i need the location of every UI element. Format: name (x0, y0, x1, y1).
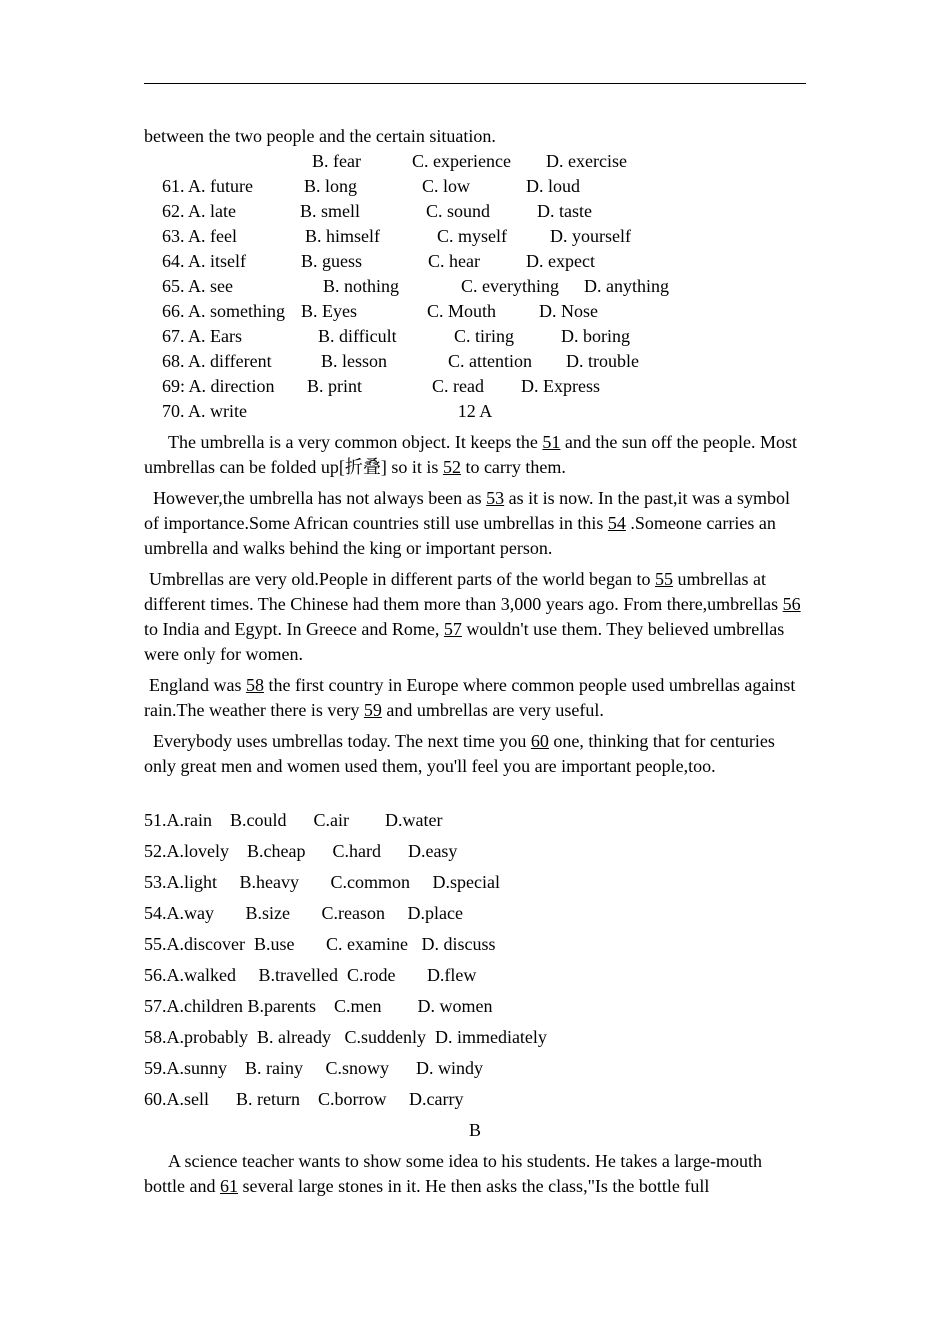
passage-paragraph: A science teacher wants to show some idea to his students. He takes a large-mouth bottle and 61 several large stones in it. He then asks the class,"Is the bottle full (144, 1151, 763, 1196)
option-c: C. hear (428, 251, 480, 271)
option-a: 68. A. different (162, 351, 272, 371)
blank-55: 55 (655, 569, 674, 589)
option-b: B. print (307, 376, 363, 396)
blank-59: 59 (363, 700, 382, 720)
section-title-12a: 12 A (457, 401, 493, 421)
option-b: B. lesson (321, 351, 388, 371)
option-c: C. low (422, 176, 471, 196)
option-a: 61. A. future (162, 176, 253, 196)
question-row: 58.A.probably B. already C.suddenly D. immediately (144, 1027, 547, 1047)
option-a: 69: A. direction (162, 376, 275, 396)
option-d: D. loud (526, 176, 580, 196)
option-a: 67. A. Ears (162, 326, 242, 346)
blank-56: 56 (782, 594, 801, 614)
blank-57: 57 (443, 619, 462, 639)
blank-58: 58 (245, 675, 264, 695)
blank-54: 54 (607, 513, 626, 533)
option-d: D. trouble (566, 351, 639, 371)
option-d: D. Express (521, 376, 600, 396)
option-d: D. yourself (550, 226, 631, 246)
passage-paragraph: Everybody uses umbrellas today. The next time you 60 one, thinking that for centuries only great men and women used them, you'll feel you are important people,too. (144, 731, 775, 776)
option-b: B. long (304, 176, 358, 196)
passage-paragraph: The umbrella is a very common object. It keeps the 51 and the sun off the people. Most umbrellas can be folded up[折叠] so it is 52 to carry them. (144, 432, 798, 477)
option-b: B. Eyes (301, 301, 357, 321)
passage-a (144, 430, 806, 779)
option-b: B. difficult (318, 326, 397, 346)
question-row: 51.A.rain B.could C.air D.water (144, 810, 443, 830)
option-a: 70. A. write (162, 401, 247, 421)
blank-60: 60 (530, 731, 549, 751)
blank-61: 61 (219, 1176, 238, 1196)
question-row: 54.A.way B.size C.reason D.place (144, 903, 463, 923)
option-d: D. exercise (546, 151, 627, 171)
question-row: 53.A.light B.heavy C.common D.special (144, 872, 500, 892)
question-row: 52.A.lovely B.cheap C.hard D.easy (144, 841, 458, 861)
option-c: C. attention (448, 351, 532, 371)
option-d: D. taste (537, 201, 592, 221)
option-c: C. experience (412, 151, 511, 171)
question-row: 55.A.discover B.use C. examine D. discuss (144, 934, 496, 954)
option-b: B. himself (305, 226, 380, 246)
option-c: C. sound (426, 201, 491, 221)
option-b: B. guess (301, 251, 363, 271)
question-row: 59.A.sunny B. rainy C.snowy D. windy (144, 1058, 484, 1078)
option-a: 64. A. itself (162, 251, 246, 271)
option-b: B. nothing (323, 276, 400, 296)
section-title-b: B (468, 1120, 481, 1140)
option-d: D. anything (584, 276, 669, 296)
option-b: B. smell (300, 201, 361, 221)
question-row: 60.A.sell B. return C.borrow D.carry (144, 1089, 464, 1109)
passage-b (144, 1149, 806, 1199)
blank-52: 52 (442, 457, 461, 477)
option-d: D. expect (526, 251, 595, 271)
passage-paragraph: Umbrellas are very old.People in different parts of the world began to 55 umbrellas at different times. The Chinese had them more than 3,000 years ago. From there,umbrellas 56 to India and Egypt. In Greece and Rome, 57 wouldn't use them. They believed umbrellas were only for women. (144, 569, 801, 664)
option-a: 62. A. late (162, 201, 236, 221)
option-c: C. Mouth (427, 301, 497, 321)
option-c: C. read (432, 376, 484, 396)
question-row: 57.A.children B.parents C.men D. women (144, 996, 493, 1016)
option-c: C. myself (437, 226, 507, 246)
option-a: 65. A. see (162, 276, 233, 296)
option-a: 63. A. feel (162, 226, 237, 246)
question-row: 56.A.walked B.travelled C.rode D.flew (144, 965, 477, 985)
blank-51: 51 (542, 432, 561, 452)
blank-53: 53 (486, 488, 505, 508)
option-b: B. fear (312, 151, 361, 171)
intro-line: between the two people and the certain situation. (144, 126, 496, 146)
option-c: C. tiring (454, 326, 515, 346)
option-c: C. everything (461, 276, 559, 296)
passage-paragraph: England was 58 the first country in Europe where common people used umbrellas against rain.The weather there is very 59 and umbrellas are very useful. (144, 675, 796, 720)
option-d: D. boring (561, 326, 630, 346)
option-d: D. Nose (539, 301, 598, 321)
option-a: 66. A. something (162, 301, 286, 321)
header-rule (144, 83, 806, 84)
passage-paragraph: However,the umbrella has not always been as 53 as it is now. In the past,it was a symbol of importance.Some African countries still use umbrellas in this 54 .Someone carries an umbrella and walks behind the king or important person. (144, 488, 790, 558)
